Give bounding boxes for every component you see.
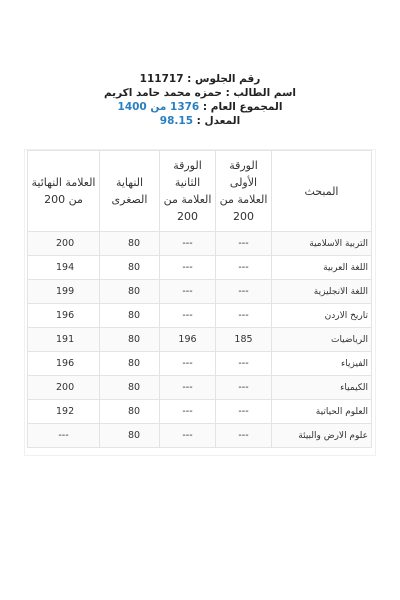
table-row: [28, 424, 372, 448]
min-mark-cell: 80: [100, 280, 160, 304]
table-row: [28, 256, 372, 280]
grades-table: [27, 150, 372, 448]
paper2-cell: ---: [160, 304, 216, 328]
average-label: المعدل :: [196, 115, 241, 127]
header-paper1: الورقة الأولى العلامة من 200: [216, 151, 272, 232]
final-mark-cell: 196: [28, 352, 100, 376]
min-mark-cell: 80: [100, 400, 160, 424]
paper2-cell: ---: [160, 376, 216, 400]
table-row: [28, 328, 372, 352]
paper1-cell: 185: [216, 328, 272, 352]
subject-cell: الرياضيات: [272, 328, 372, 352]
subject-cell: اللغة الانجليزية: [272, 280, 372, 304]
subject-cell: علوم الارض والبيئة: [272, 424, 372, 448]
final-mark-cell: 200: [28, 376, 100, 400]
paper2-cell: ---: [160, 424, 216, 448]
student-name-label: اسم الطالب :: [225, 87, 297, 99]
table-header-row: [28, 151, 372, 232]
student-name-value: حمزه محمد حامد اكريم: [103, 87, 222, 99]
paper1-cell: ---: [216, 280, 272, 304]
paper1-cell: ---: [216, 256, 272, 280]
subject-cell: العلوم الحياتية: [272, 400, 372, 424]
min-mark-cell: 80: [100, 232, 160, 256]
table-row: [28, 400, 372, 424]
subject-cell: الفيزياء: [272, 352, 372, 376]
paper1-cell: ---: [216, 376, 272, 400]
paper2-cell: ---: [160, 280, 216, 304]
final-mark-cell: 192: [28, 400, 100, 424]
header-paper2: الورقة الثانية العلامة من 200: [160, 151, 216, 232]
subject-cell: الكيمياء: [272, 376, 372, 400]
total-label: المجموع العام :: [202, 101, 283, 113]
min-mark-cell: 80: [100, 304, 160, 328]
total-line: [0, 100, 400, 114]
final-mark-cell: 191: [28, 328, 100, 352]
subject-cell: تاريخ الاردن: [272, 304, 372, 328]
subject-cell: اللغة العربية: [272, 256, 372, 280]
header-min-mark: النهاية الصغرى: [100, 151, 160, 232]
paper2-cell: ---: [160, 256, 216, 280]
average-value: 98.15: [159, 115, 193, 127]
paper2-cell: ---: [160, 400, 216, 424]
table-row: [28, 304, 372, 328]
paper1-cell: ---: [216, 352, 272, 376]
final-mark-cell: 196: [28, 304, 100, 328]
min-mark-cell: 80: [100, 376, 160, 400]
student-name-line: [0, 86, 400, 100]
header-final-mark: العلامة النهائية من 200: [28, 151, 100, 232]
paper2-cell: ---: [160, 352, 216, 376]
paper1-cell: ---: [216, 400, 272, 424]
average-line: [0, 114, 400, 128]
paper1-cell: ---: [216, 304, 272, 328]
paper1-cell: ---: [216, 424, 272, 448]
paper2-cell: 196: [160, 328, 216, 352]
final-mark-cell: ---: [28, 424, 100, 448]
subject-cell: التربية الاسلامية: [272, 232, 372, 256]
table-row: [28, 376, 372, 400]
seat-number-line: [0, 72, 400, 86]
min-mark-cell: 80: [100, 328, 160, 352]
paper2-cell: ---: [160, 232, 216, 256]
final-mark-cell: 199: [28, 280, 100, 304]
min-mark-cell: 80: [100, 256, 160, 280]
total-value: 1376 من 1400: [117, 101, 200, 113]
min-mark-cell: 80: [100, 424, 160, 448]
results-header: [0, 72, 400, 128]
paper1-cell: ---: [216, 232, 272, 256]
min-mark-cell: 80: [100, 352, 160, 376]
header-subject: المبحث: [272, 151, 372, 232]
final-mark-cell: 200: [28, 232, 100, 256]
table-row: [28, 280, 372, 304]
seat-number-label: رقم الجلوس :: [187, 73, 261, 85]
table-row: [28, 352, 372, 376]
table-row: [28, 232, 372, 256]
seat-number-value: 111717: [139, 73, 184, 85]
final-mark-cell: 194: [28, 256, 100, 280]
